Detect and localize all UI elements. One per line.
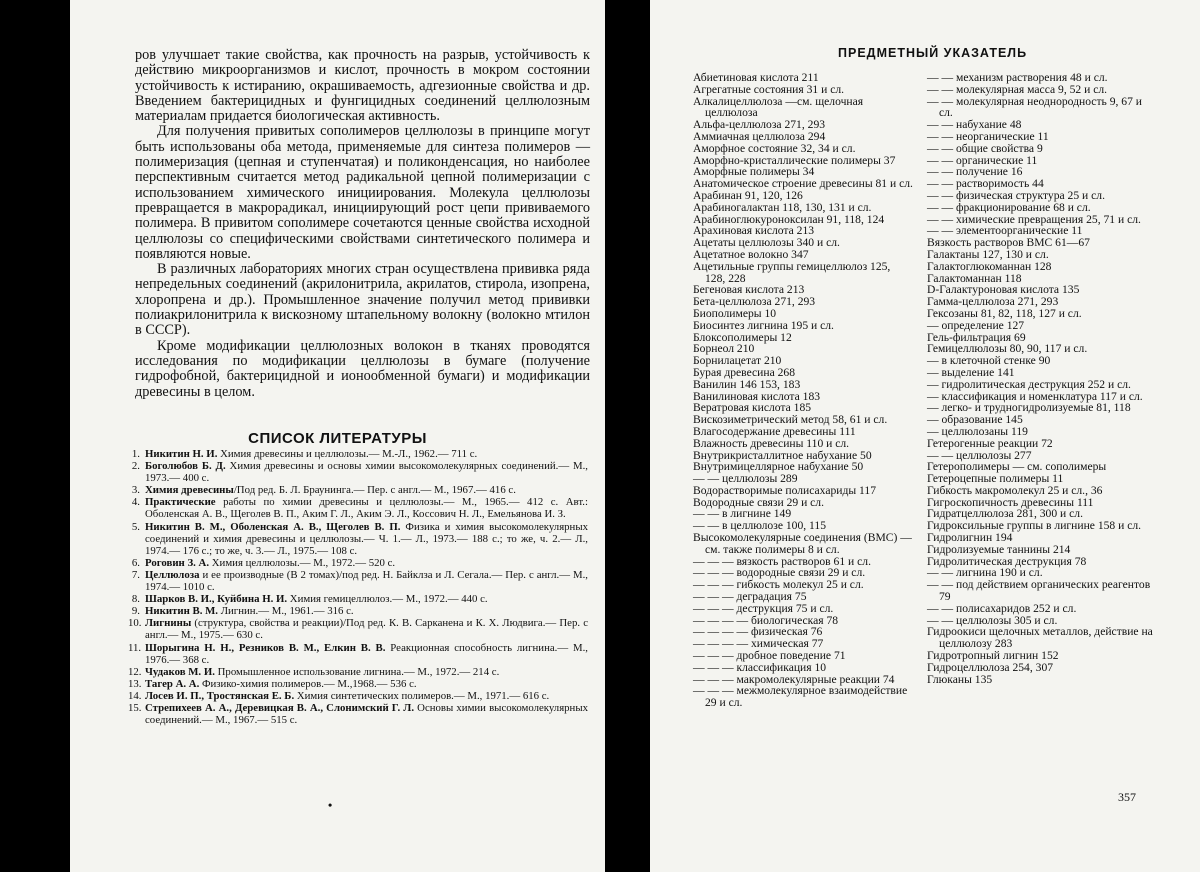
reference-item: [128, 484, 588, 496]
index-entry: — — в целлюлозе 100, 115: [693, 519, 827, 533]
index-title: ПРЕДМЕТНЫЙ УКАЗАТЕЛЬ: [838, 46, 1028, 60]
reference-text: [145, 593, 588, 605]
index-entry: Вискозиметрический метод 58, 61 и сл.: [693, 413, 888, 427]
reference-authors: Никитин Н. И.: [145, 448, 218, 460]
index-entry: Влажность древесины 110 и сл.: [693, 436, 850, 450]
index-entry: Арабиноглюкуроноксилан 91, 118, 124: [693, 212, 885, 226]
reference-number: 3.: [131, 484, 140, 497]
reference-body: /Под ред. Б. Л. Браунинга.— Пер. с англ.— М., 1967.— 416 с.: [233, 484, 516, 497]
index-entry: Гидроокиси щелочных металлов, действие на целлюлозу 283: [927, 625, 1153, 651]
reference-number: 9.: [131, 605, 140, 618]
index-entry: — — механизм растворения 48 и сл.: [927, 71, 1108, 84]
reference-authors: Шарков В. И., Куйбина Н. И.: [145, 593, 288, 606]
index-entry: — — — межмолекулярное взаимодействие 29 и сл.: [693, 684, 908, 710]
reference-item: [128, 448, 588, 460]
index-entry: Гетерополимеры — см. сополимеры: [927, 460, 1107, 474]
index-entry: — — — — физическая 76: [693, 625, 823, 639]
reference-item: [128, 557, 588, 569]
reference-authors: Шорыгина Н. Н., Резников В. М., Елкин В. В.: [145, 641, 386, 654]
index-entry: — — лигнина 190 и сл.: [927, 566, 1043, 580]
paragraph: ров улучшает такие свойства, как прочность на разрыв, устойчивость к действию микроорганизмов и кислот, прочность в мокром состоянии устойчивость к истиранию, окрашиваемость, адгезионные свойства и др. Введением бактерицидных и фунгицидных соединений целлюлозным материалам придается биологическая активность.: [135, 47, 590, 125]
index-entry: — — органические 11: [927, 153, 1038, 167]
index-entry: — — — водородные связи 29 и сл.: [693, 566, 866, 580]
reference-text: [145, 702, 588, 726]
index-entry: Алкалицеллюлоза —см. щелочная целлюлоза: [693, 94, 864, 120]
index-entry: Галактоглюкоманнан 128: [927, 259, 1052, 273]
index-entry: Бета-целлюлоза 271, 293: [693, 295, 816, 309]
index-entry: Арахиновая кислота 213: [693, 224, 815, 238]
index-entry: Ванилиновая кислота 183: [693, 389, 821, 403]
index-entry: Гибкость макромолекул 25 и сл., 36: [927, 483, 1103, 497]
index-entry: Блоксополимеры 12: [693, 330, 792, 344]
index-entry: — классификация и номенклатура 117 и сл.: [927, 389, 1143, 403]
reference-number: 1.: [131, 448, 140, 460]
references-heading: СПИСОК ЛИТЕРАТУРЫ: [248, 430, 427, 447]
index-entry: Арабиногалактан 118, 130, 131 и сл.: [693, 200, 872, 214]
index-entry: Внутримицеллярное набухание 50: [693, 460, 864, 474]
reference-authors: Лосев И. П., Тростянская Е. Б.: [145, 689, 295, 702]
index-entry: Бегеновая кислота 213: [693, 283, 805, 297]
index-column-right: [927, 72, 1155, 685]
index-entry: — — — вязкость растворов 61 и сл.: [693, 554, 871, 568]
reference-authors: Химия древесины: [145, 484, 234, 497]
index-entry: — — — деструкция 75 и сл.: [693, 601, 834, 615]
reference-item: [128, 702, 588, 726]
reference-body: Промышленное использование лигнина.— М., 1972.— 214 с.: [214, 665, 500, 678]
index-entry: Арабинан 91, 120, 126: [693, 188, 803, 202]
index-entry: — — — дробное поведение 71: [693, 649, 846, 663]
index-entry: Гексозаны 81, 82, 118, 127 и сл.: [927, 306, 1082, 320]
index-entry: Гидротропный лигнин 152: [927, 649, 1059, 663]
index-entry: — — — классификация 10: [693, 660, 827, 674]
reference-number: 7.: [131, 568, 140, 581]
index-entry: — — — — биологическая 78: [693, 613, 839, 627]
reference-body: (структура, свойства и реакции)/Под ред. К. В. Сарканена и К. Х. Людвига.— Пер. с англ.— М., 1975.— 630 с.: [145, 617, 588, 642]
index-entry: — — растворимость 44: [927, 177, 1044, 191]
index-entry: Гидролигнин 194: [927, 531, 1013, 545]
index-entry: Аморфное состояние 32, 34 и сл.: [693, 141, 856, 155]
index-entry: Ацетаты целлюлозы 340 и сл.: [693, 236, 840, 250]
reference-text: [145, 678, 588, 690]
index-entry: Вератровая кислота 185: [693, 401, 812, 415]
reference-text: [145, 617, 588, 641]
reference-number: 13.: [128, 677, 142, 690]
index-entry: Ацетатное волокно 347: [693, 247, 809, 261]
index-entry: — — целлюлозы 305 и сл.: [927, 613, 1058, 627]
reference-item: [128, 642, 588, 666]
index-entry: Гигроскопичность древесины 111: [927, 495, 1094, 509]
index-entry: — — целлюлозы 289: [693, 472, 798, 486]
index-entry: — — — макромолекулярные реакции 74: [693, 672, 895, 686]
reference-text: [145, 666, 588, 678]
reference-number: 10.: [128, 617, 142, 630]
index-entry: — — физическая структура 25 и сл.: [927, 188, 1105, 202]
reference-text: [145, 496, 588, 520]
reference-item: [128, 496, 588, 520]
index-entry: Гидроцеллюлоза 254, 307: [927, 660, 1054, 674]
index-entry: — — под действием органических реагентов 79: [927, 578, 1151, 604]
references-list: [128, 448, 588, 726]
index-entry: Гидратцеллюлоза 281, 300 и сл.: [927, 507, 1083, 521]
index-entry: Гель-фильтрация 69: [927, 330, 1026, 344]
reference-authors: Тагер А. А.: [145, 677, 200, 690]
reference-body: работы по химии древесины и целлюлозы.— М., 1965.— 412 с. Авт.: Оболенская А. В., Щеголев В. П., Аким Г. Л., Аким Э. Л., Коссович Н. Л., Емельянова И. З.: [145, 496, 588, 521]
reference-authors: Никитин В. М., Оболенская А. В., Щеголев В. П.: [145, 520, 401, 533]
index-entry: — — — деградация 75: [693, 590, 807, 604]
reference-authors: Чудаков М. И.: [145, 665, 215, 678]
index-entry: — — — — химическая 77: [693, 637, 824, 651]
reference-authors: Никитин В. М.: [145, 605, 218, 618]
index-entry: Бурая древесина 268: [693, 365, 796, 379]
reference-number: 2.: [131, 460, 140, 473]
reference-item: [128, 521, 588, 557]
index-column-left: [693, 72, 913, 709]
index-entry: — — неорганические 11: [927, 129, 1049, 143]
index-entry: Биосинтез лигнина 195 и сл.: [693, 318, 834, 332]
index-entry: — — общие свойства 9: [927, 141, 1043, 155]
reference-body: Химия гемицеллюлоз.— М., 1972.— 440 с.: [287, 593, 488, 606]
page-number: 357: [1118, 790, 1136, 804]
reference-authors: Лигнины: [145, 617, 192, 630]
index-entry: Галактаны 127, 130 и сл.: [927, 247, 1049, 261]
index-entry: — выделение 141: [927, 365, 1015, 379]
left-page: [70, 0, 605, 872]
index-entry: Абиетиновая кислота 211: [693, 71, 819, 84]
reference-body: Химия синтетических полимеров.— М., 1971.— 616 с.: [294, 689, 550, 702]
reference-item: [128, 569, 588, 593]
reference-body: Химия древесины и целлюлозы.— М.-Л., 1962.— 711 с.: [217, 448, 478, 460]
reference-body: Химия древесины и основы химии высокомолекулярных соединений.— М., 1973.— 400 с.: [145, 460, 588, 485]
reference-item: [128, 690, 588, 702]
reference-number: 15.: [128, 701, 142, 714]
reference-item: [128, 460, 588, 484]
reference-text: [145, 569, 588, 593]
index-entry: — — набухание 48: [927, 118, 1022, 132]
reference-item: [128, 666, 588, 678]
reference-body: Физика и химия высокомолекулярных соединений и химия древесины и целлюлозы.— Ч. 1.— Л., 1973.— 188 с.; то же, ч. 2.— Л., 1974.— 176 с.; то же, ч. 3.— Л., 1975.— 108 с.: [145, 520, 588, 557]
index-entry: Влагосодержание древесины 111: [693, 424, 856, 438]
index-entry: Аморфно-кристаллические полимеры 37: [693, 153, 896, 167]
paragraph: Для получения привитых сополимеров целлюлозы в принципе могут быть использованы оба метода, применяемые для синтеза полимеров — полимеризация (цепная и ступенчатая) и поликонденсация, но наиболее перспективным считается метод радикальной цепной полимеризации с использованием химического инициирования. Молекула целлюлозы превращается в макрорадикал, инициирующий рост цепи прививаемого полимера. В привитом сополимере сочетаются ценные свойства исходной целлюлозы со специфическими свойствами синтетического полимера и появляются новые.: [135, 123, 590, 262]
reference-body: Физико-химия полимеров.— М.,1968.— 536 с.: [199, 677, 417, 690]
reference-authors: Роговин З. А.: [145, 556, 210, 569]
right-page: [650, 0, 1200, 872]
index-entry: — — химические превращения 25, 71 и сл.: [927, 212, 1141, 226]
reference-text: [145, 448, 588, 460]
reference-number: 5.: [131, 520, 140, 533]
reference-item: [128, 678, 588, 690]
index-entry: Вязкость растворов ВМС 61—67: [927, 236, 1090, 250]
index-entry: Биополимеры 10: [693, 306, 777, 320]
index-entry: — легко- и трудногидролизуемые 81, 118: [927, 401, 1131, 415]
reference-body: Реакционная способность лигнина.— М., 1976.— 368 с.: [145, 641, 588, 666]
index-entry: D-Галактуроновая кислота 135: [927, 283, 1080, 297]
index-entry: Галактоманнан 118: [927, 271, 1022, 285]
reference-text: [145, 521, 588, 557]
index-entry: Внутрикристаллитное набухание 50: [693, 448, 872, 462]
reference-item: [128, 593, 588, 605]
reference-text: [145, 605, 588, 617]
paragraph: Кроме модификации целлюлозных волокон в тканях проводятся исследования по модификации целлюлозы в бумаге (получение гидрофобной, бактерицидной и ионообменной бумаги) и модификации древесины в целом.: [135, 337, 590, 400]
index-entry: Ацетильные группы гемицеллюлоз 125, 128, 228: [693, 259, 891, 285]
reference-number: 12.: [128, 665, 142, 678]
reference-body: Лигнин.— М., 1961.— 316 с.: [218, 605, 354, 618]
reference-body: и ее производные (В 2 томах)/под ред. Н. Байклза и Л. Сегала.— Пер. с англ.— М., 1974.— 1010 с.: [145, 568, 588, 594]
reference-authors: Практические: [145, 496, 216, 509]
index-entry: Гемицеллюлозы 80, 90, 117 и сл.: [927, 342, 1088, 356]
index-entry: — — фракционирование 68 и сл.: [927, 200, 1091, 214]
index-entry: Борнеол 210: [693, 342, 755, 356]
reference-authors: Целлюлоза: [145, 568, 200, 581]
reference-text: [145, 642, 588, 666]
index-entry: — — молекулярная масса 9, 52 и сл.: [927, 82, 1108, 96]
reference-authors: Боголюбов Б. Д.: [145, 460, 226, 473]
index-entry: — — молекулярная неоднородность 9, 67 и сл.: [927, 94, 1142, 120]
index-entry: Борнилацетат 210: [693, 354, 782, 368]
index-entry: Аморфные полимеры 34: [693, 165, 815, 179]
reference-number: 11.: [128, 641, 142, 654]
reference-text: [145, 460, 588, 484]
index-entry: — целлюлозаны 119: [927, 424, 1028, 438]
reference-number: 14.: [128, 689, 142, 702]
reference-number: 8.: [131, 593, 140, 606]
index-entry: Водорастворимые полисахариды 117: [693, 483, 877, 497]
bottom-mark: •: [328, 798, 333, 812]
index-entry: — образование 145: [927, 413, 1023, 427]
index-entry: Гетерогенные реакции 72: [927, 436, 1053, 450]
index-entry: Ванилин 146 153, 183: [693, 377, 801, 391]
index-entry: Гамма-целлюлоза 271, 293: [927, 295, 1059, 309]
index-entry: Альфа-целлюлоза 271, 293: [693, 118, 826, 132]
reference-text: [145, 484, 588, 496]
index-entry: Аммиачная целлюлоза 294: [693, 129, 826, 143]
index-entry: Анатомическое строение древесины 81 и сл.: [693, 177, 913, 191]
reference-text: [145, 557, 588, 569]
reference-text: [145, 690, 588, 702]
index-entry: — — целлюлозы 277: [927, 448, 1032, 462]
index-entry: — в клеточной стенке 90: [927, 354, 1051, 368]
reference-authors: Стрепихеев А. А., Деревицкая В. А., Слонимский Г. Л.: [145, 701, 415, 714]
index-entry: — — элементоорганические 11: [927, 224, 1083, 238]
index-entry: — определение 127: [927, 318, 1025, 332]
body-text: [135, 48, 590, 400]
index-entry: Водородные связи 29 и сл.: [693, 495, 824, 509]
index-entry: — — полисахаридов 252 и сл.: [927, 601, 1077, 615]
index-entry: Агрегатные состояния 31 и сл.: [693, 82, 845, 96]
index-entry: Гидроксильные группы в лигнине 158 и сл.: [927, 519, 1142, 533]
index-entry: Глюканы 135: [927, 672, 993, 686]
index-entry: — — — гибкость молекул 25 и сл.: [693, 578, 864, 592]
paragraph: В различных лабораториях многих стран осуществлена прививка ряда непредельных соединений (акрилонитрила, акрилатов, стирола, изопрена, хлоропрена и др.). Промышленное значение получил метод прививки полиакрилонитрила к вискозному штапельному волокну (волокно мтилон в СССР).: [135, 261, 590, 339]
index-entry: Гидролизуемые таннины 214: [927, 542, 1071, 556]
index-entry: — — получение 16: [927, 165, 1023, 179]
index-entry: Гидролитическая деструкция 78: [927, 554, 1087, 568]
index-entry: Высокомолекулярные соединения (ВМС) — см. также полимеры 8 и сл.: [693, 531, 912, 556]
reference-body: Основы химии высокомолекулярных соединений.— М., 1967.— 515 с.: [145, 701, 588, 727]
reference-item: [128, 605, 588, 617]
index-entry: Гетероцепные полимеры 11: [927, 472, 1064, 486]
reference-item: [128, 617, 588, 641]
reference-body: Химия целлюлозы.— М., 1972.— 520 с.: [209, 556, 396, 569]
reference-number: 4.: [131, 496, 140, 509]
index-entry: — гидролитическая деструкция 252 и сл.: [927, 377, 1131, 391]
reference-number: 6.: [131, 556, 140, 569]
index-entry: — — в лигнине 149: [693, 507, 792, 521]
